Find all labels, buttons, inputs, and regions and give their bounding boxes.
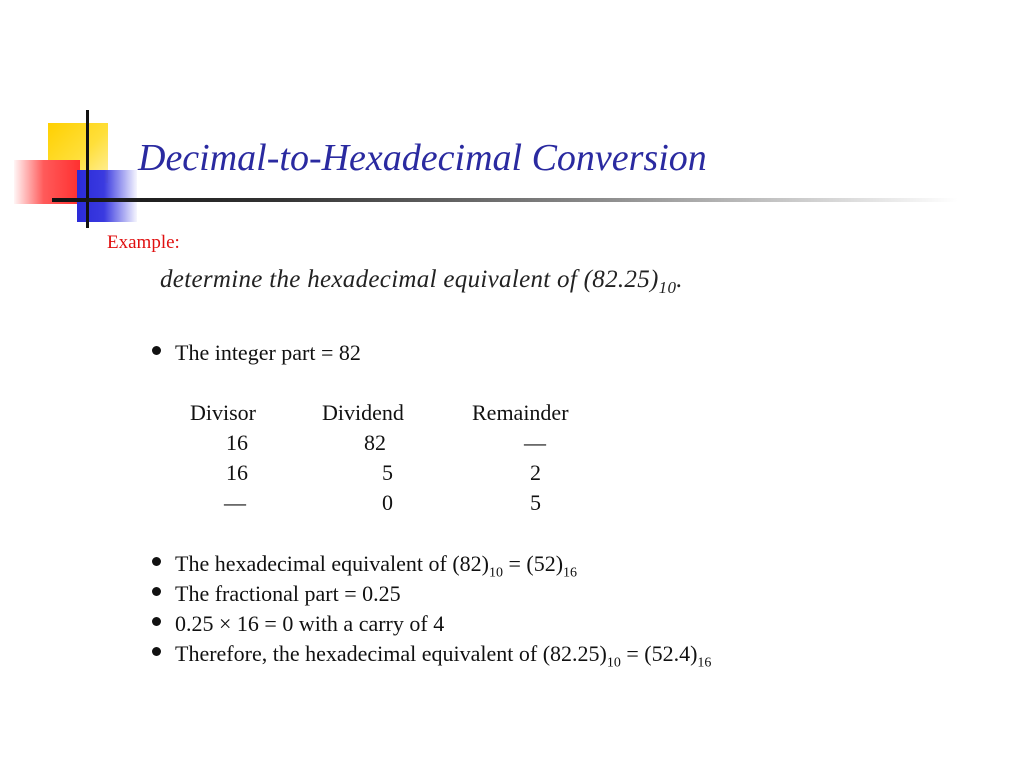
bullet-dot-icon [152, 647, 161, 656]
table-row [190, 458, 612, 488]
bullet-hex-integer [152, 551, 577, 581]
division-table [190, 398, 612, 518]
table-row [190, 488, 612, 518]
title-underline-rule [52, 198, 958, 202]
bullet-dot-icon [152, 557, 161, 566]
table-row [190, 428, 612, 458]
header-dividend: Dividend [322, 400, 404, 425]
cell-remainder: 5 [530, 490, 541, 515]
cell-dividend: 5 [382, 460, 393, 485]
cell-dividend: 82 [364, 430, 386, 455]
cell-remainder: — [524, 430, 546, 455]
bullet-integer-part [152, 340, 361, 366]
cell-remainder: 2 [530, 460, 541, 485]
problem-statement [160, 266, 683, 298]
bullet-text: 0.25 × 16 = 0 with a carry of 4 [175, 611, 445, 636]
bullet-text: The hexadecimal equivalent of $(82)_{10} = (52)_{16}$ [175, 551, 578, 581]
problem-text: determine the hexadecimal equivalent of (82.25) [160, 266, 659, 293]
bullet-dot-icon [152, 346, 161, 355]
slide-title: Decimal-to-Hexadecimal Conversion [138, 137, 707, 179]
table-header-row [190, 398, 612, 428]
bullet-text: The integer part = 82 [175, 340, 361, 365]
example-label: Example: [107, 232, 180, 253]
cell-dividend: 0 [382, 490, 393, 515]
problem-suffix: . [676, 266, 683, 293]
problem-subscript: 10 [658, 278, 677, 297]
bullet-conclusion [152, 641, 711, 671]
bullet-fractional-part [152, 581, 401, 607]
bullet-dot-icon [152, 617, 161, 626]
bullet-multiplication [152, 611, 444, 637]
bullet-text: Therefore, the hexadecimal equivalent of $(82.25)_{10} = (52.4)_{16}$ [175, 641, 712, 671]
header-divisor: Divisor [190, 400, 256, 425]
cell-divisor: 16 [226, 430, 248, 455]
bullet-dot-icon [152, 587, 161, 596]
bullet-text: The fractional part = 0.25 [175, 581, 401, 606]
vertical-rule [86, 110, 89, 228]
header-remainder: Remainder [472, 400, 569, 425]
cell-divisor: — [224, 490, 246, 515]
cell-divisor: 16 [226, 460, 248, 485]
